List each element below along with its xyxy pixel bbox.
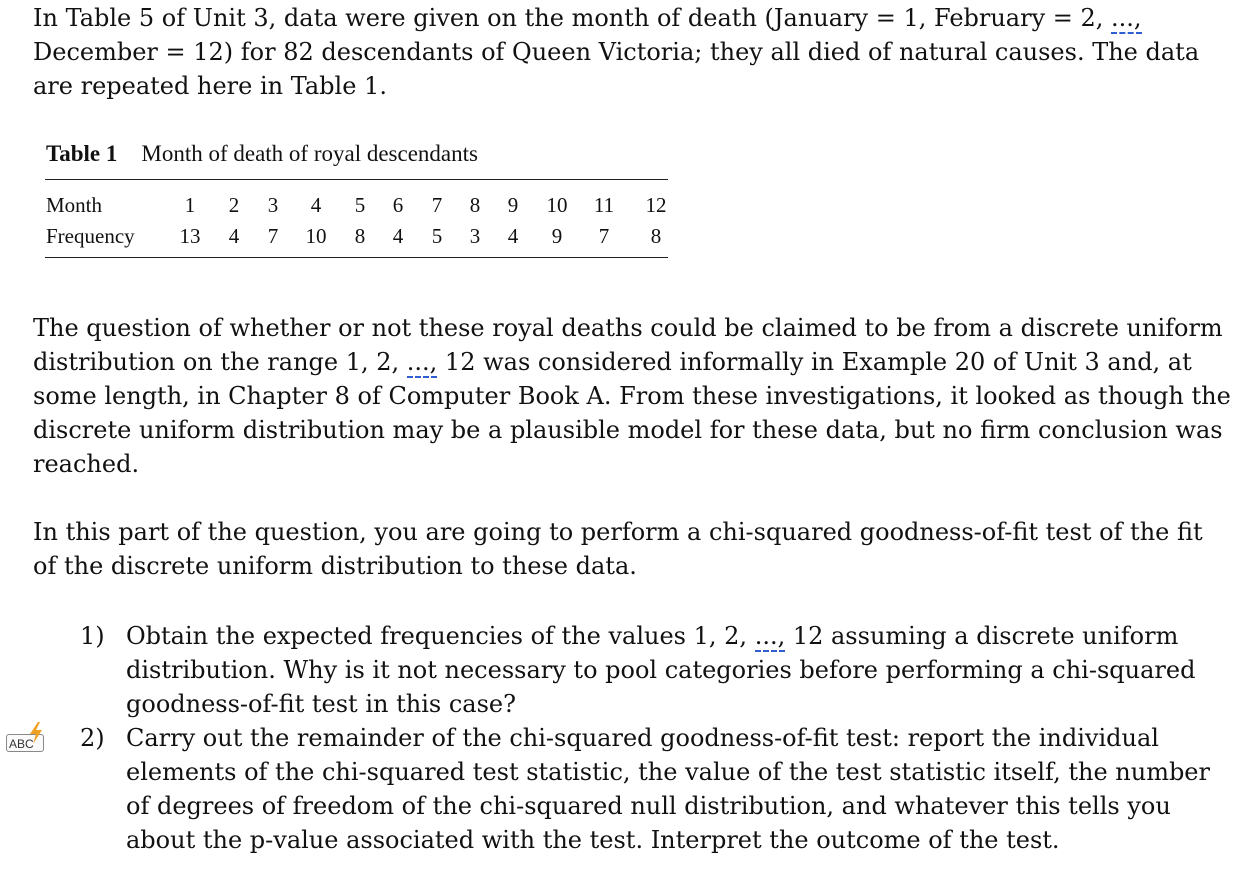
table-cell-month: 9 — [507, 193, 519, 217]
table-label: Table 1 — [46, 141, 118, 166]
table-cell-month: 1 — [184, 193, 196, 217]
table-cell-frequency: 9 — [551, 224, 563, 248]
table-bottom-rule — [45, 257, 668, 258]
question-item-1: 1) Obtain the expected frequencies of the values 1, 2, ..., 12 assuming a discrete uniform distribution. Why is it not necessary to pool categories before performing a chi-squared goodness-of-fit test in this case? — [80, 619, 1230, 721]
ellipsis-underlined: ..., — [1111, 4, 1142, 32]
row-label-frequency: Frequency — [46, 224, 135, 248]
table-cell-month: 4 — [310, 193, 322, 217]
ellipsis-underlined: ..., — [754, 622, 786, 650]
table-cell-month: 7 — [431, 193, 443, 217]
table-cell-frequency: 8 — [354, 224, 366, 248]
question-item-2: 2) Carry out the remainder of the chi-squared goodness-of-fit test: report the individual elements of the chi-squared test statistic, the value of the test statistic itself, the number of degrees of freedom of the chi-squared null distribution, and whatever this tells you about the p-value associated with the test. Interpret the outcome of the test. — [80, 721, 1230, 857]
table-cell-frequency: 10 — [305, 224, 327, 248]
table-cell-frequency: 5 — [431, 224, 443, 248]
table-title: Month of death of royal descendants — [141, 141, 478, 166]
intro-paragraph: In Table 5 of Unit 3, data were given on the month of death (January = 1, February = 2, ..., December = 12) for 82 descendants of Queen Victoria; they all died of natural causes. The data are repeated here in Table 1. — [33, 4, 1200, 100]
spellcheck-label: ABC — [6, 734, 44, 752]
table-cell-month: 3 — [267, 193, 279, 217]
table-cell-frequency: 7 — [267, 224, 279, 248]
table-cell-month: 5 — [354, 193, 366, 217]
table-cell-frequency: 3 — [469, 224, 481, 248]
table-cell-month: 6 — [392, 193, 404, 217]
table-cell-frequency: 8 — [650, 224, 662, 248]
spellcheck-icon[interactable] — [6, 722, 50, 754]
ellipsis-underlined: ..., — [406, 348, 438, 376]
table-cell-frequency: 13 — [179, 224, 201, 248]
table-cell-frequency: 4 — [507, 224, 519, 248]
question-context-paragraph: The question of whether or not these royal deaths could be claimed to be from a discrete uniform distribution on the range 1, 2, ..., 12 was considered informally in Example 20 of Unit 3 and, at some length, in Chapter 8 of Computer Book A. From these investigations, it looked as though the discrete uniform distribution may be a plausible model for these data, but no firm conclusion was reached. — [33, 314, 1231, 478]
table-cell-frequency: 4 — [392, 224, 404, 248]
table-cell-month: 12 — [645, 193, 667, 217]
question-number: 1) — [80, 622, 105, 650]
table-cell-frequency: 4 — [228, 224, 240, 248]
question-list — [80, 619, 1230, 857]
task-intro-paragraph: In this part of the question, you are going to perform a chi-squared goodness-of-fit test of the fit of the discrete uniform distribution to these data. — [33, 518, 1203, 580]
table-cell-month: 2 — [228, 193, 240, 217]
table-caption — [46, 141, 478, 167]
table-cell-month: 10 — [546, 193, 568, 217]
table-cell-frequency: 7 — [598, 224, 610, 248]
question-number: 2) — [80, 724, 105, 752]
lightning-bolt-icon — [28, 722, 44, 744]
table-cell-month: 8 — [469, 193, 481, 217]
table-top-rule — [45, 179, 668, 180]
table-cell-month: 11 — [593, 193, 615, 217]
row-label-month: Month — [46, 193, 103, 217]
